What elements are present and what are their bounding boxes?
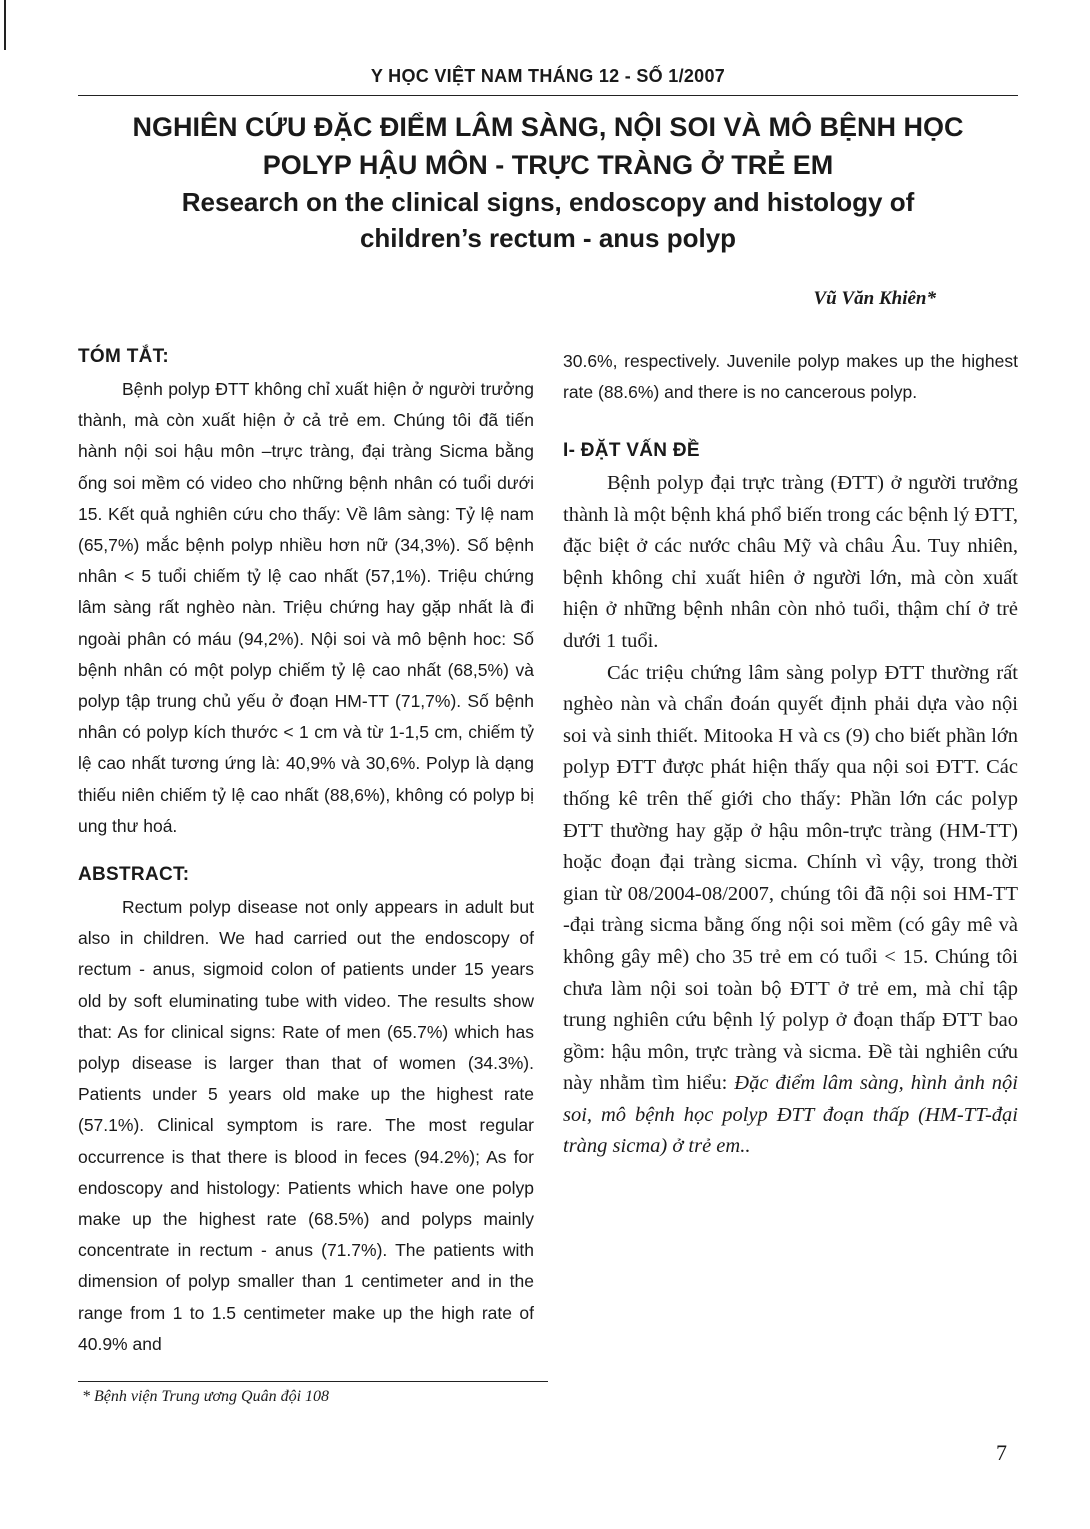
intro-heading: I- ĐẶT VẤN ĐỀ	[563, 440, 700, 461]
binding-mark	[4, 0, 6, 50]
title-en-line-1: Research on the clinical signs, endoscopy and histology of	[181, 187, 915, 217]
footnote: * Bệnh viện Trung ương Quân đội 108	[82, 1388, 330, 1405]
running-header: Y HỌC VIỆT NAM THÁNG 12 - SỐ 1/2007	[370, 66, 726, 86]
author-name: Vũ Văn Khiên*	[813, 288, 936, 309]
summary-heading: TÓM TẮT:	[78, 346, 170, 367]
right-column	[563, 440, 1018, 1163]
intro-objective: Đặc điểm lâm sàng, hình ảnh nội soi, mô bệnh học polyp ĐTT đoạn thấp (HM-TT-đại tràng sicma) ở trẻ em..	[563, 1072, 1018, 1158]
footnote-rule	[78, 1381, 548, 1382]
abstract-text: Rectum polyp disease not only appears in adult but also in children. We had carried out the endoscopy of rectum - anus, sigmoid colon of patients under 15 years old by soft eluminating tube with video. The results show that: As for clinical signs: Rate of men (65.7%) which has polyp disease is larger than that of women (34.3%). Patients under 5 years old make up the highest rate (57.1%). Clinical symptom is rare. The most regular occurrence is that there is blood in feces (94.2%); As for endoscopy and histology: Patients which have one polyp make up the highest rate (68.5%) and polyps mainly concentrate in rectum - anus (71.7%). The patients with dimension of polyp smaller than 1 centimeter and in the range from 1 to 1.5 centimeter make up the high rate of 40.9% and	[78, 897, 534, 1354]
right-column-top	[563, 346, 1018, 408]
title-english	[78, 184, 1018, 256]
intro-paragraph-1: Bệnh polyp đại trực tràng (ĐTT) ở người trưởng thành là một bệnh khá phổ biến trong các bệnh lý ĐTT, đặc biệt ở các nước châu Mỹ và châu Âu. Tuy nhiên, bệnh không chỉ xuất hiên ở người lớn, mà còn xuất hiện ở những bệnh nhân còn nhỏ tuổi, thậm chí ở trẻ dưới 1 tuổi.	[563, 472, 1018, 652]
summary-text: Bệnh polyp ĐTT không chỉ xuất hiện ở người trưởng thành, mà còn xuất hiện ở cả trẻ em. Chúng tôi đã tiến hành nội soi hậu môn –trực tràng, đại tràng Sicma bằng ống soi mềm có video cho những bệnh nhân có tuổi dưới 15. Kết quả nghiên cứu cho thấy: Về lâm sàng: Tỷ lệ nam (65,7%) mắc bệnh polyp nhiều hơn nữ (34,3%). Số bệnh nhân < 5 tuổi chiếm tỷ lệ cao nhất (57,1%). Triệu chứng lâm sàng rất nghèo nàn. Triệu chứng hay gặp nhất là đi ngoài phân có máu (94,2%). Nội soi và mô bệnh hoc: Số bệnh nhân có một polyp chiếm tỷ lệ cao nhất (68,5%) và polyp tập trung chủ yếu ở đoạn HM-TT (71,7%). Số bệnh nhân có polyp kích thước < 1 cm và từ 1-1,5 cm, chiếm tỷ lệ cao nhất tương ứng là: 40,9% và 30,6%. Polyp là dạng thiếu niên chiếm tỷ lệ cao nhất (88,6%), không có polyp bị ung thư hoá.	[78, 379, 534, 836]
intro-paragraph-2	[563, 658, 1018, 1164]
intro-paragraph-2-text: Các triệu chứng lâm sàng polyp ĐTT thường rất nghèo nàn và chẩn đoán quyết định phải dựa vào nội soi và sinh thiết. Mitooka H và cs (9) cho biết phần lớn polyp ĐTT được phát hiện thấy qua nội soi ĐTT. Các thống kê trên thế giới cho thấy: Phần lớn các polyp ĐTT thường hay gặp ở hậu môn-trực tràng (HM-TT) hoặc đoạn đại tràng sicma. Chính vì vậy, trong thời gian từ 08/2004-08/2007, chúng tôi đã nội soi HM-TT -đại tràng sicma bằng ống nội soi mềm (có gây mê và không gây mê) cho 35 trẻ em có tuổi < 15. Chúng tôi chưa làm nội soi toàn bộ ĐTT ở trẻ em, mà chỉ tập trung nghiên cứu bệnh lý polyp ở đoạn thấp ĐTT bao gồm: hậu môn, trực tràng và sicma. Đề tài nghiên cứu này nhằm tìm hiểu:	[563, 661, 1018, 1095]
title-en-line-2: children’s rectum - anus polyp	[359, 223, 737, 253]
abstract-text-continued: 30.6%, respectively. Juvenile polyp makes up the highest rate (88.6%) and there is no cancerous polyp.	[563, 351, 1018, 403]
left-column	[78, 346, 534, 1360]
title-vietnamese	[78, 108, 1018, 184]
header-rule	[78, 95, 1018, 96]
abstract-heading: ABSTRACT:	[78, 864, 190, 886]
title-vi-line-2: POLYP HẬU MÔN - TRỰC TRÀNG Ở TRẺ EM	[262, 150, 834, 180]
page-number: 7	[996, 1440, 1007, 1465]
title-vi-line-1: NGHIÊN CỨU ĐẶC ĐIỂM LÂM SÀNG, NỘI SOI VÀ MÔ BỆNH HỌC	[132, 112, 964, 142]
